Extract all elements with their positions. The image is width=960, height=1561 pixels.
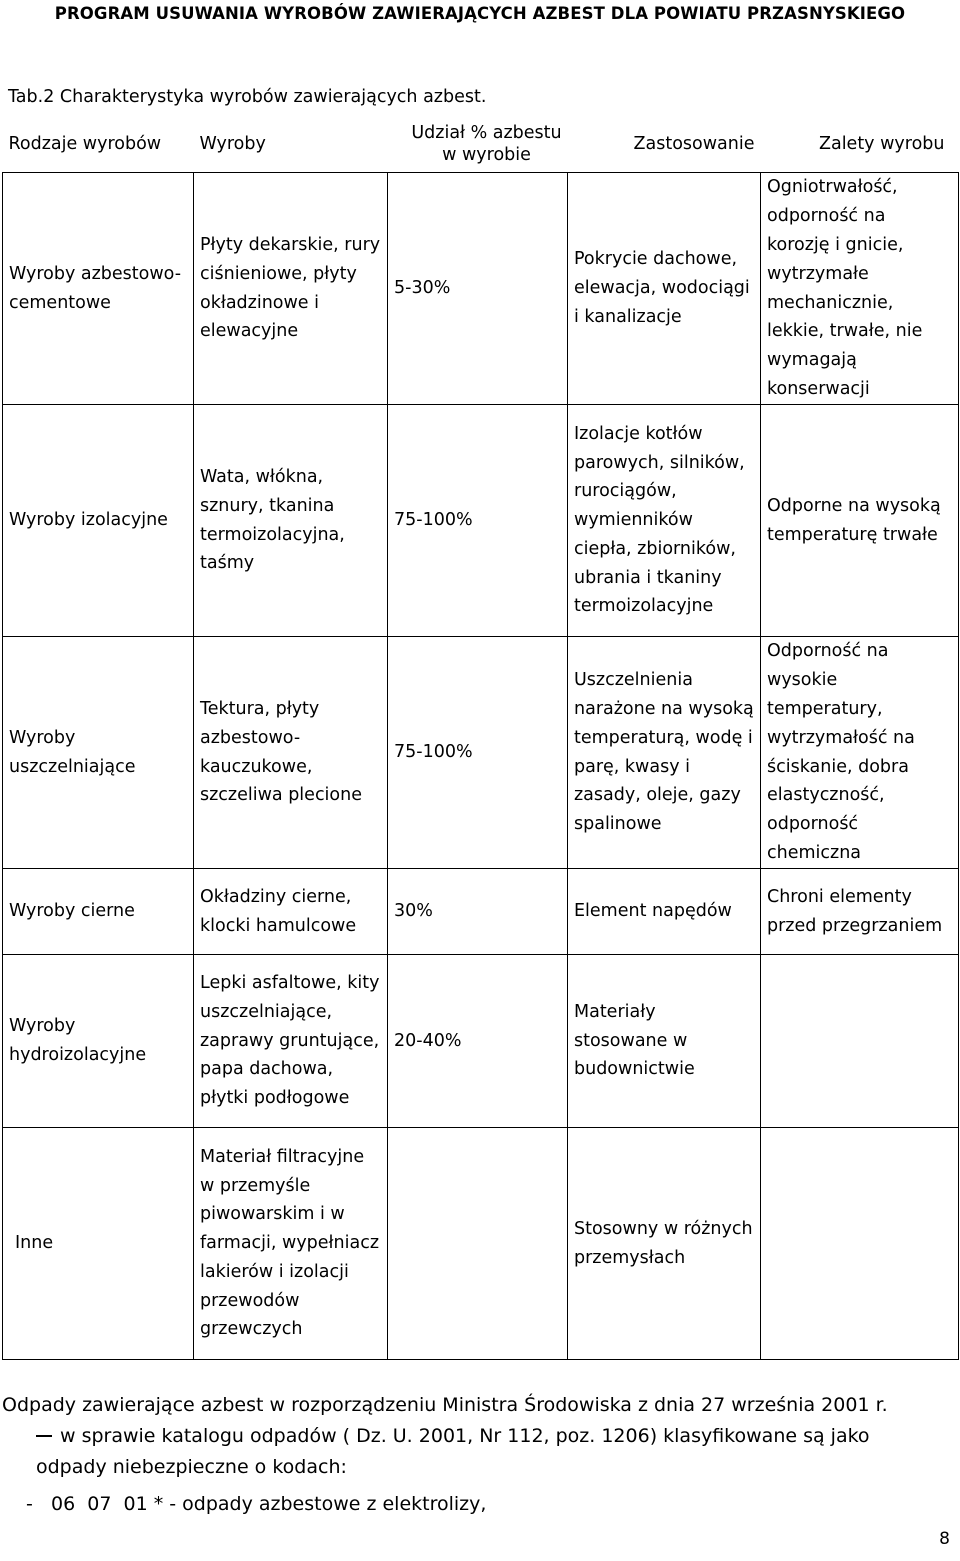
- cell-share: [388, 1128, 568, 1360]
- asbestos-products-table: [2, 116, 959, 1360]
- cell-products: Wata, włókna, sznury, tkanina termoizolacyjna, taśmy: [194, 405, 388, 637]
- cell-type: Wyroby azbestowo-cementowe: [3, 173, 194, 405]
- cell-use: Izolacje kotłów parowych, silników, rurociągów, wymienników ciepła, zbiorników, ubrania i tkaniny termoizolacyjne: [568, 405, 761, 637]
- cell-type: Wyroby hydroizolacyjne: [3, 955, 194, 1128]
- cell-use: Element napędów: [568, 869, 761, 955]
- column-header: Rodzaje wyrobów: [8, 134, 162, 154]
- footer-list-item: - 06 07 01 * - odpady azbestowe z elektrolizy,: [26, 1493, 487, 1515]
- column-header: Wyroby: [199, 134, 266, 154]
- table-row: [3, 869, 959, 955]
- cell-advantages: [761, 955, 959, 1128]
- footer-line: odpady niebezpieczne o kodach:: [36, 1456, 347, 1478]
- cell-type: Inne: [3, 1128, 194, 1360]
- footer-line-text: w sprawie katalogu odpadów ( Dz. U. 2001, Nr 112, poz. 1206) klasyfikowane są jako: [60, 1425, 870, 1447]
- cell-type: Wyroby uszczelniające: [3, 637, 194, 869]
- footer-line: [0, 1421, 960, 1452]
- column-header: Zastosowanie: [633, 134, 755, 154]
- table-row: [3, 1128, 959, 1360]
- cell-products: Lepki asfaltowe, kity uszczelniające, zaprawy gruntujące, papa dachowa, płytki podłogowe: [194, 955, 388, 1128]
- cell-use: Materiały stosowane w budownictwie: [568, 955, 761, 1128]
- cell-share: 20-40%: [388, 955, 568, 1128]
- table-caption: Tab.2 Charakterystyka wyrobów zawierających azbest.: [8, 87, 487, 107]
- cell-share: 75-100%: [388, 637, 568, 869]
- cell-type: Wyroby izolacyjne: [3, 405, 194, 637]
- cell-use: Stosowny w różnych przemysłach: [568, 1128, 761, 1360]
- footer-line: Odpady zawierające azbest w rozporządzeniu Ministra Środowiska z dnia 27 września 2001 r.: [2, 1394, 888, 1416]
- footer-text: [0, 1390, 960, 1520]
- page-number: 8: [939, 1529, 950, 1549]
- cell-advantages: Ogniotrwałość, odporność na korozję i gnicie, wytrzymałe mechanicznie, lekkie, trwałe, nie wymagają konserwacji: [761, 173, 959, 405]
- cell-share: 5-30%: [388, 173, 568, 405]
- cell-share: 75-100%: [388, 405, 568, 637]
- table-header-row: [3, 116, 959, 173]
- page-header: PROGRAM USUWANIA WYROBÓW ZAWIERAJĄCYCH AZBEST DLA POWIATU PRZASNYSKIEGO: [54, 4, 906, 23]
- cell-use: Pokrycie dachowe, elewacja, wodociągi i kanalizacje: [568, 173, 761, 405]
- dash-mark: [36, 1435, 52, 1437]
- column-header: Udział % azbestu w wyrobie: [411, 123, 562, 165]
- table-row: [3, 637, 959, 869]
- cell-products: Tektura, płyty azbestowo-kauczukowe, szczeliwa plecione: [194, 637, 388, 869]
- column-header: Zalety wyrobu: [818, 134, 945, 154]
- cell-products: Materiał filtracyjne w przemyśle piwowarskim i w farmacji, wypełniacz lakierów i izolacji przewodów grzewczych: [194, 1128, 388, 1360]
- cell-advantages: [761, 1128, 959, 1360]
- cell-use: Uszczelnienia narażone na wysoką temperaturą, wodę i parę, kwasy i zasady, oleje, gazy spalinowe: [568, 637, 761, 869]
- cell-advantages: Chroni elementy przed przegrzaniem: [761, 869, 959, 955]
- cell-advantages: Odporne na wysoką temperaturę trwałe: [761, 405, 959, 637]
- cell-type: Wyroby cierne: [3, 869, 194, 955]
- cell-share: 30%: [388, 869, 568, 955]
- cell-products: Płyty dekarskie, rury ciśnieniowe, płyty okładzinowe i elewacyjne: [194, 173, 388, 405]
- cell-advantages: Odporność na wysokie temperatury, wytrzymałość na ściskanie, dobra elastyczność, odporność chemiczna: [761, 637, 959, 869]
- cell-products: Okładziny cierne, klocki hamulcowe: [194, 869, 388, 955]
- table-row: [3, 173, 959, 405]
- table-row: [3, 405, 959, 637]
- table-row: [3, 955, 959, 1128]
